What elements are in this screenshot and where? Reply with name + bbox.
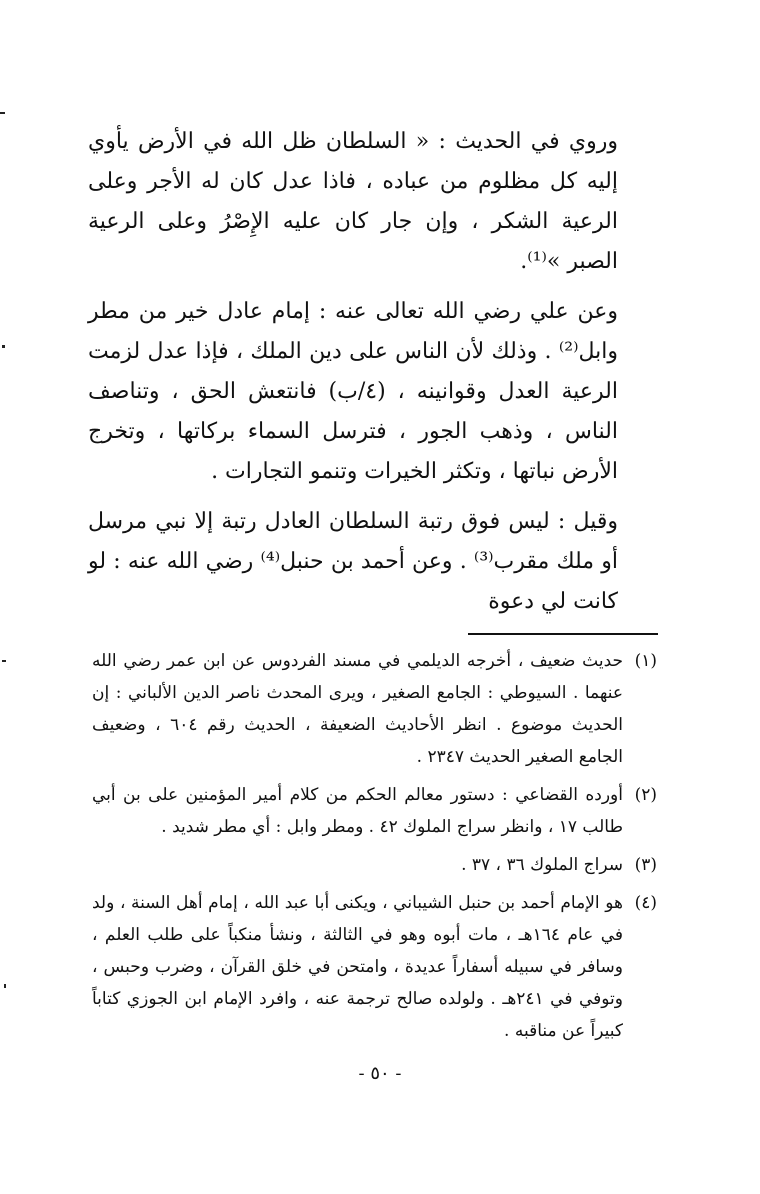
footnote-2 [92,779,657,843]
footnotes [92,645,657,1053]
scan-mark [4,984,6,988]
footnote-number: (٢) [634,785,657,805]
scan-mark [0,112,5,114]
footnote-separator [468,633,658,635]
footnote-number: (٣) [634,855,657,875]
scan-mark [2,660,6,662]
footnote-text: أورده القضاعي : دستور معالم الحكم من كلام أمير المؤمنين على بن أبي طالب ١٧ ، وانظر سراج الملوك ٤٢ . ومطر وابل : أي مطر شديد . [92,785,623,837]
footnote-1 [92,645,657,773]
footnote-3 [92,849,657,881]
footnote-number: (٤) [634,893,657,913]
main-text [88,122,618,632]
footnote-text: هو الإمام أحمد بن حنبل الشيباني ، ويكنى أبا عبد الله ، إمام أهل السنة ، ولد في عام ١٦٤هـ ، مات أبوه وهو في الثالثة ، ونشأ منكباً على طلب العلم ، وسافر في سبيله أسفاراً عديدة ، وامتحن في خلق القرآن ، وضرب وحبس ، وتوفي في ٢٤١هـ . ولولده صالح ترجمة عنه ، وافرد الإمام ابن الجوزي كتاباً كبيراً عن مناقبه . [92,893,624,1041]
footnote-text: سراج الملوك ٣٦ ، ٣٧ . [461,855,623,875]
paragraph-2: وعن علي رضي الله تعالى عنه : إمام عادل خير من مطر وابل⁽²⁾ . وذلك لأن الناس على دين الملك ، فإذا عدل لزمت الرعية العدل وقوانينه ، (٤/ب) فانتعش الحق ، وتناصف الناس ، وذهب الجور ، فترسل السماء بركاتها ، وتخرج الأرض نباتها ، وتكثر الخيرات وتنمو التجارات . [88,299,618,484]
page-number: - ٥٠ - [358,1063,402,1084]
paragraph-1: وروي في الحديث : « السلطان ظل الله في الأرض يأوي إليه كل مظلوم من عباده ، فاذا عدل كان له الأجر وعلى الرعية الشكر ، وإن جار كان عليه الإِصْرُ وعلى الرعية الصبر »⁽¹⁾. [88,129,618,274]
footnote-number: (١) [634,651,657,671]
footnote-text: حديث ضعيف ، أخرجه الديلمي في مسند الفردوس عن ابن عمر رضي الله عنهما . السيوطي : الجامع الصغير ، ويرى المحدث ناصر الدين الألباني : إن الحديث موضوع . انظر الأحاديث الضعيفة ، الحديث رقم ٦٠٤ ، وضعيف الجامع الصغير الحديث ٢٣٤٧ . [92,651,623,767]
scan-mark [2,345,5,348]
paragraph-3: وقيل : ليس فوق رتبة السلطان العادل رتبة إلا نبي مرسل أو ملك مقرب⁽³⁾ . وعن أحمد بن حنبل⁽⁴⁾ رضي الله عنه : لو كانت لي دعوة [88,509,619,614]
footnote-4 [92,887,657,1047]
